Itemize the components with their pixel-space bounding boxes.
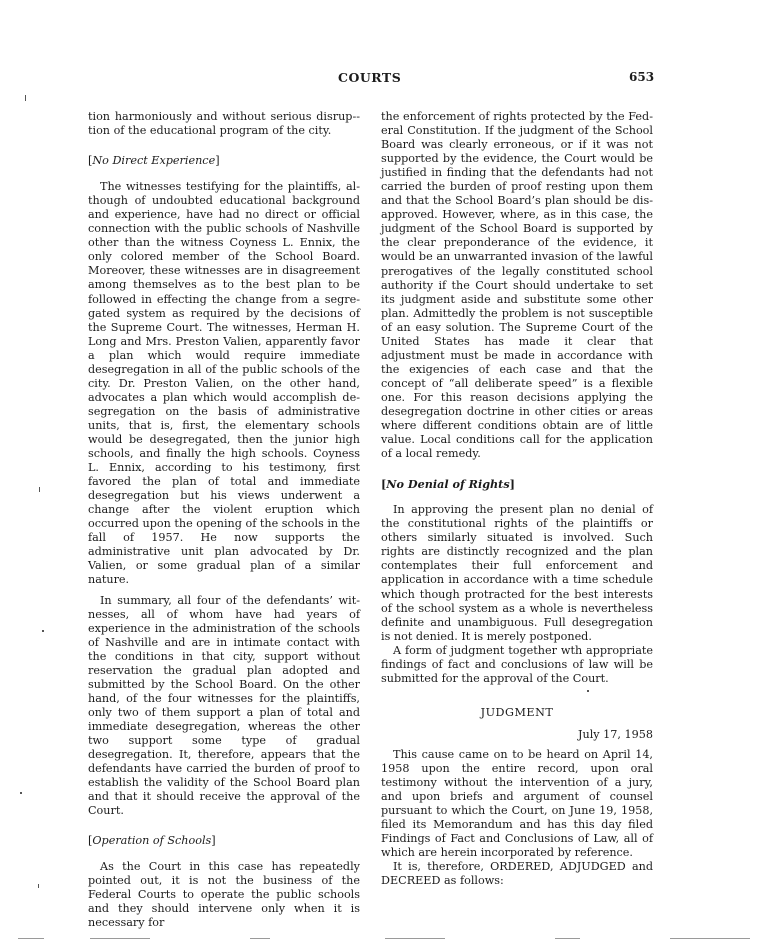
scan-rule [555,938,580,939]
judgment-title: JUDGMENT [480,705,554,719]
scan-speck [38,884,39,888]
scan-rule [385,938,445,939]
running-title: COURTS [338,70,402,85]
paragraph-operation: As the Court in this case has repeatedly pointed out, it is not the business of the Federal Courts to operate the public schools and they should intervene only when it is necessary for [88,860,360,930]
paragraph-ordered: It is, therefore, ORDERED, ADJUDGED and DECREED as follows: [381,860,653,888]
scan-rule [18,938,44,939]
section-heading-text: No Direct Experience [92,154,216,168]
left-column [88,110,360,931]
section-heading-denial: [No Denial of Rights] [381,477,515,492]
continued-paragraph: the enforcement of rights protected by the Federal Constitution. If the judgment of the School Board was clearly erroneous, or if it was not supported by the evidence, the Court would be justified in finding that the defendants had not carried the burden of proof resting upon them and that the School Board’s plan should be disapproved. However, where, as in this case, the judgment of the School Board is supported by the clear preponderance of the evidence, it would be an unwarranted invasion of the lawful prerogatives of the legally constituted school authority if the Court should undertake to set its judgment aside and substitute some other plan. Admittedly the problem is not susceptible of an easy solution. The Supreme Court of the United States has made it clear that adjustment must be made in accordance with the exigencies of each case and that the concept of “all deliberate speed” is a flexible one. For this reason decisions applying the desegregation doctrine in other cities or areas where different conditions obtain are of little value. Local conditions call for the application of a local remedy. [381,110,653,461]
scan-speck [42,630,44,632]
continued-paragraph: tion harmoniously and without serious disrup-tion of the educational program of the city. [88,110,360,138]
paragraph-cause: This cause came on to be heard on April 14, 1958 upon the entire record, upon oral testimony without the intervention of a jury, and upon briefs and argument of counsel pursuant to which the Court, on June 19, 1958, filed its Memorandum and has this day filed Findings of Fact and Conclusions of Law, all of which are herein incorporated by reference. [381,747,653,860]
section-heading-operation: [Operation of Schools] [88,834,216,848]
section-heading-text: No Denial of Rights [386,477,510,492]
scan-speck [20,792,22,794]
running-header [0,70,763,88]
right-column [381,110,653,888]
section-heading-direct-experience: [No Direct Experience] [88,154,220,168]
paragraph-approving: In approving the present plan no denial of the constitutional rights of the plaintiffs or others similarly situated is involved. Such rights are distinctly recognized and the plan contemplates their full enforcement and application in accordance with a time schedule which though protracted for the best interests of the school system as a whole is nevertheless definite and unambiguous. Full desegregation is not denied. It is merely postponed. [381,503,653,643]
scan-rule [90,938,150,939]
scan-rule [670,938,750,939]
section-heading-text: Operation of Schools [92,834,212,848]
judgment-date: July 17, 1958 [578,727,653,741]
scan-rule [250,938,270,939]
page-number: 653 [629,70,655,84]
paragraph-summary: In summary, all four of the defendants’ witnesses, all of whom have had years of experience in the administration of the schools of Nashville and are in intimate contact with the conditions in that city, support without reservation the gradual plan adopted and submitted by the School Board. On the other hand, of the four witnesses for the plaintiffs, only two of them support a plan of total and immediate desegregation, whereas the other two support some type of gradual desegregation. It, therefore, appears that the defendants have carried the burden of proof to establish the validity of the School Board plan and that it should receive the approval of the Court. [88,593,360,818]
scan-speck [25,95,26,101]
paragraph-witnesses: The witnesses testifying for the plaintiffs, although of undoubted educational background and experience, have had no direct or official connection with the public schools of Nashville other than the witness Coyness L. Ennix, the only colored member of the School Board. Moreover, these witnesses are in disagreement among themselves as to the best plan to be followed in effecting the change from a segregated system as required by the decisions of the Supreme Court. The witnesses, Herman H. Long and Mrs. Preston Valien, apparently favor a plan which would require immediate desegregation in all of the public schools of the city. Dr. Preston Valien, on the other hand, advocates a plan which would accomplish desegregation on the basis of administrative units, that is, first, the elementary schools would be desegregated, then the junior high schools, and finally the high schools. Coyness L. Ennix, according to his testimony, first favored the plan of total and immediate desegregation but his views underwent a change after the violent eruption which occurred upon the opening of the schools in the fall of 1957. He now supports the administrative unit plan advocated by Dr. Valien, or some gradual plan of a similar nature. [88,180,361,587]
scan-speck [39,487,40,492]
scan-speck [587,690,589,692]
paragraph-form: A form of judgment together wth appropriate findings of fact and conclusions of law will be submitted for the approval of the Court. [381,643,653,685]
